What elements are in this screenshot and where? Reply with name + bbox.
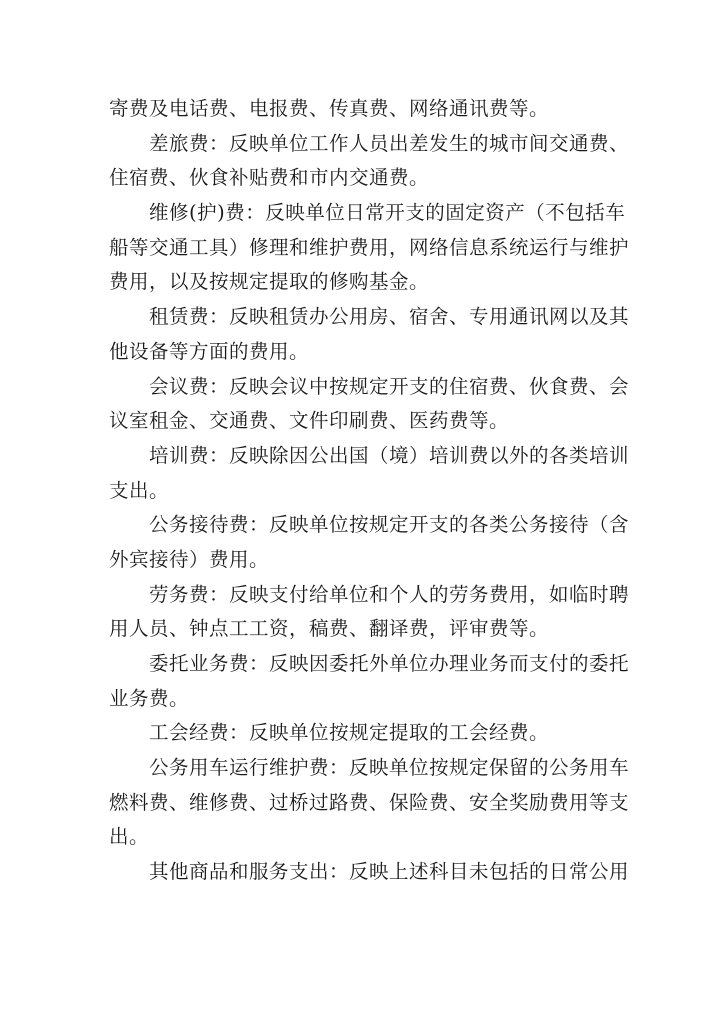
paragraph-union-line-1: 工会经费：反映单位按规定提取的工会经费。 <box>149 721 550 745</box>
paragraph-rental-line-1: 租赁费：反映租赁办公用房、宿舍、专用通讯网以及其 <box>149 305 630 329</box>
paragraph-meeting-line-2: 议室租金、交通费、文件印刷费、医药费等。 <box>109 409 510 433</box>
paragraph-vehicle-line-1: 公务用车运行维护费：反映单位按规定保留的公务用车 <box>149 756 630 780</box>
paragraph-maintenance-line-3: 费用，以及按规定提取的修购基金。 <box>109 270 430 294</box>
paragraph-training-line-1: 培训费：反映除因公出国（境）培训费以外的各类培训 <box>149 443 630 467</box>
paragraph-vehicle-line-3: 出。 <box>109 825 150 849</box>
paragraph-meeting-line-1: 会议费：反映会议中按规定开支的住宿费、伙食费、会 <box>149 374 630 398</box>
paragraph-labor-line-2: 用人员、钟点工工资，稿费、翻译费，评审费等。 <box>109 617 550 641</box>
paragraph-vehicle-line-2: 燃料费、维修费、过桥过路费、保险费、安全奖励费用等支 <box>109 790 630 814</box>
paragraph-commission-line-2: 业务费。 <box>109 686 190 710</box>
paragraph-other-line-1: 其他商品和服务支出：反映上述科目未包括的日常公用 <box>149 860 630 884</box>
paragraph-maintenance-line-2: 船等交通工具）修理和维护费用，网络信息系统运行与维护 <box>109 235 630 259</box>
paragraph-commission-line-1: 委托业务费：反映因委托外单位办理业务而支付的委托 <box>149 652 630 675</box>
paragraph-training-line-2: 支出。 <box>109 478 170 502</box>
paragraph-rental-line-2: 他设备等方面的费用。 <box>109 339 310 363</box>
paragraph-travel-line-1: 差旅费：反映单位工作人员出差发生的城市间交通费、 <box>149 131 630 155</box>
paragraph-reception-line-2: 外宾接待）费用。 <box>109 547 270 571</box>
text-line: 寄费及电话费、电报费、传真费、网络通讯费等。 <box>109 97 550 120</box>
paragraph-travel-line-2: 住宿费、伙食补贴费和市内交通费。 <box>109 166 430 190</box>
paragraph-labor-line-1: 劳务费：反映支付给单位和个人的劳务费用，如临时聘 <box>149 582 630 606</box>
document-page <box>109 92 630 890</box>
paragraph-maintenance-line-1: 维修(护)费：反映单位日常开支的固定资产（不包括车 <box>149 201 626 225</box>
paragraph-reception-line-1: 公务接待费：反映单位按规定开支的各类公务接待（含 <box>149 513 630 537</box>
